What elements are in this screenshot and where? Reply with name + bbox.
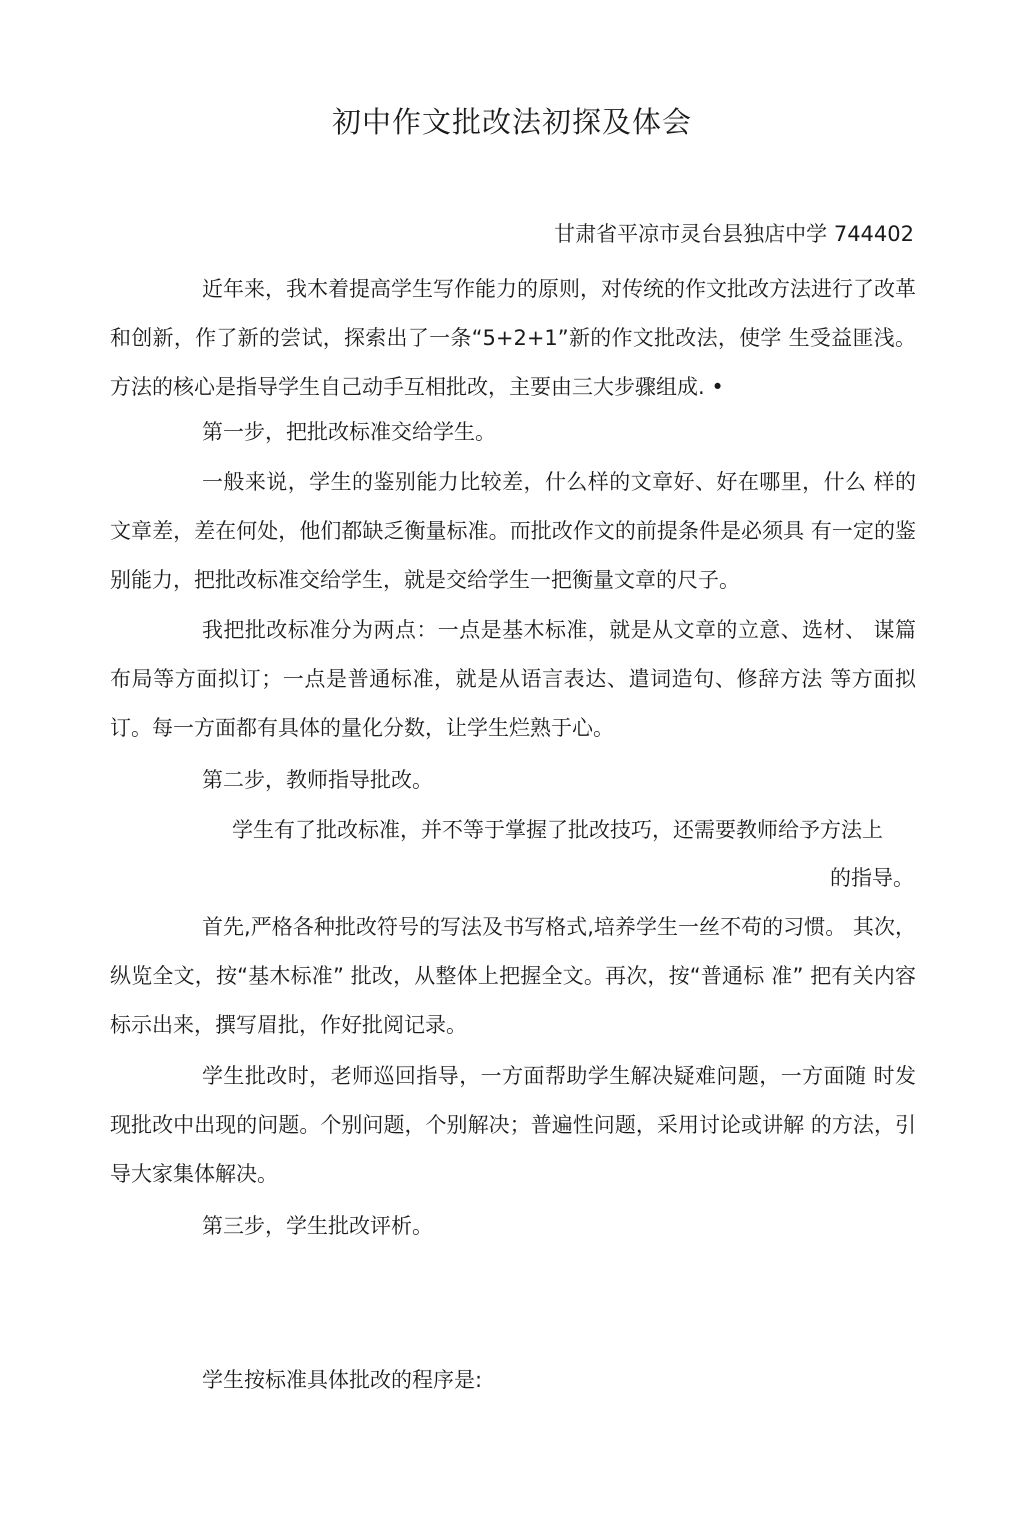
document-title: 初中作文批改法初探及体会 [331, 105, 692, 139]
step-one-heading: 第一步，把批改标准交给学生。 [202, 420, 496, 444]
step-two-heading: 第二步，教师指导批改。 [202, 768, 433, 792]
step-three-heading: 第三步，学生批改评析。 [202, 1214, 433, 1238]
paragraph-guidance-line2: 的指导。 [830, 866, 914, 890]
paragraph-marking-symbols: 首先,严格各种批改符号的写法及书写格式,培养学生一丝不苟的习惯。 其次，纵览全文，按“基木标准” 批改，从整体上把握全文。再次，按“普通标 准” 把有关内容标示出来，撰写眉批，作好批阅记录。 [110, 915, 916, 1037]
author-affiliation: 甘肃省平凉市灵台县独店中学 744402 [554, 222, 914, 246]
paragraph-standards: 我把批改标准分为两点：一点是基木标准，就是从文章的立意、选材、 谋篇布局等方面拟订；一点是普通标准，就是从语言表达、遣词造句、修辞方法 等方面拟订。每一方面都有具体的量化分数，让学生烂熟于心。 [110, 618, 917, 740]
paragraph-guidance-line1: 学生有了批改标准，并不等于掌握了批改技巧，还需要教师给予方法上 [232, 818, 883, 842]
paragraph-step-one-explanation: 一般来说，学生的鉴别能力比较差，什么样的文章好、好在哪里，什么 样的文章差，差在何处，他们都缺乏衡量标准。而批改作文的前提条件是必须具 有一定的鉴别能力，把批改标准交给学生，就是交给学生一把衡量文章的尺子。 [110, 470, 916, 592]
paragraph-teacher-patrol: 学生批改时，老师巡回指导，一方面帮助学生解决疑难问题，一方面随 时发现批改中出现的问题。个别问题，个别解决；普遍性问题，采用讨论或讲解 的方法，引导大家集体解决。 [110, 1064, 916, 1186]
paragraph-procedure: 学生按标准具体批改的程序是: [202, 1368, 483, 1392]
paragraph-intro: 近年来，我木着提高学生写作能力的原则，对传统的作文批改方法进行了改革和创新，作了新的尝试，探索出了一条“5+2+1”新的作文批改法，使学 生受益匪浅。方法的核心是指导学生自己动手互相批改，主要由三大步骤组成. • [110, 277, 916, 399]
